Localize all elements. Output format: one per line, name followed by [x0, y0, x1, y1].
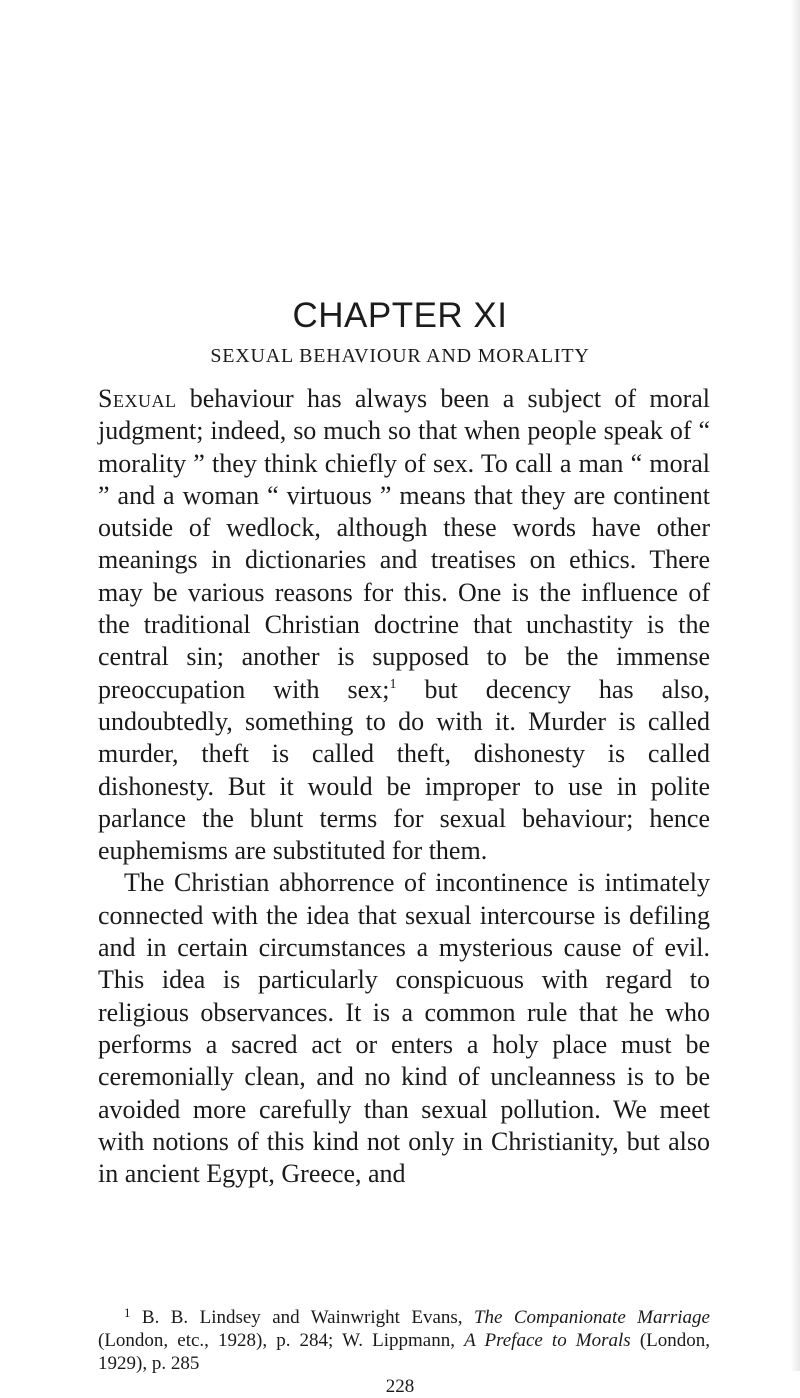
- paragraph-1: [98, 383, 710, 867]
- chapter-subtitle: SEXUAL BEHAVIOUR AND MORALITY: [210, 345, 590, 367]
- footnote-title-b: A Preface to Morals: [464, 1330, 631, 1351]
- paragraph-1-text-a: behaviour has always been a subject of moral judgment; indeed, so much so that when people speak of “ morality ” they think chiefly of sex. To call a man “ moral ” and a woman “ virtuous ” means that they are continent outside of wedlock, although these words have other meanings in dictionaries and treatises on ethics. There may be various reasons for this. One is the influence of the traditional Christian doctrine that unchastity is the central sin; another is supposed to be the immense preoccupation with sex;: [98, 384, 710, 704]
- footnote-text-c: (London, 1929), p. 285: [98, 1330, 711, 1374]
- footnote: [98, 1306, 710, 1375]
- footnote-text-b: (London, etc., 1928), p. 284; W. Lippmann,: [98, 1330, 465, 1351]
- body-text: [98, 383, 710, 1190]
- paragraph-2: The Christian abhorrence of incontinence is intimately connected with the idea that sexual intercourse is defiling and in certain circumstances a mysterious cause of evil. This idea is particularly conspicuous with regard to religious observances. It is a common rule that he who performs a sacred act or enters a holy place must be ceremonially clean, and no kind of uncleanness is to be avoided more carefully than sexual pollution. We meet with notions of this kind not only in Christianity, but also in ancient Egypt, Greece, and: [98, 868, 710, 1189]
- footnote-reference: 1: [389, 676, 397, 692]
- page-number: 228: [385, 1376, 415, 1397]
- chapter-title: CHAPTER XI: [292, 296, 508, 335]
- paragraph-1-text-b: but decency has also, undoubtedly, something to do with it. Murder is called murder, theft is called theft, dishonesty is called dishonesty. But it would be improper to use in polite parlance the blunt terms for sexual behaviour; hence euphemisms are substituted for them.: [98, 674, 710, 866]
- page-edge-shadow: [790, 0, 800, 1371]
- footnote-title-a: The Companionate Marriage: [473, 1307, 710, 1328]
- footnote-text-a: B. B. Lindsey and Wainwright Evans,: [130, 1307, 474, 1328]
- footnote-mark: 1: [124, 1305, 131, 1320]
- paragraph-lead-word: Sexual: [98, 384, 177, 413]
